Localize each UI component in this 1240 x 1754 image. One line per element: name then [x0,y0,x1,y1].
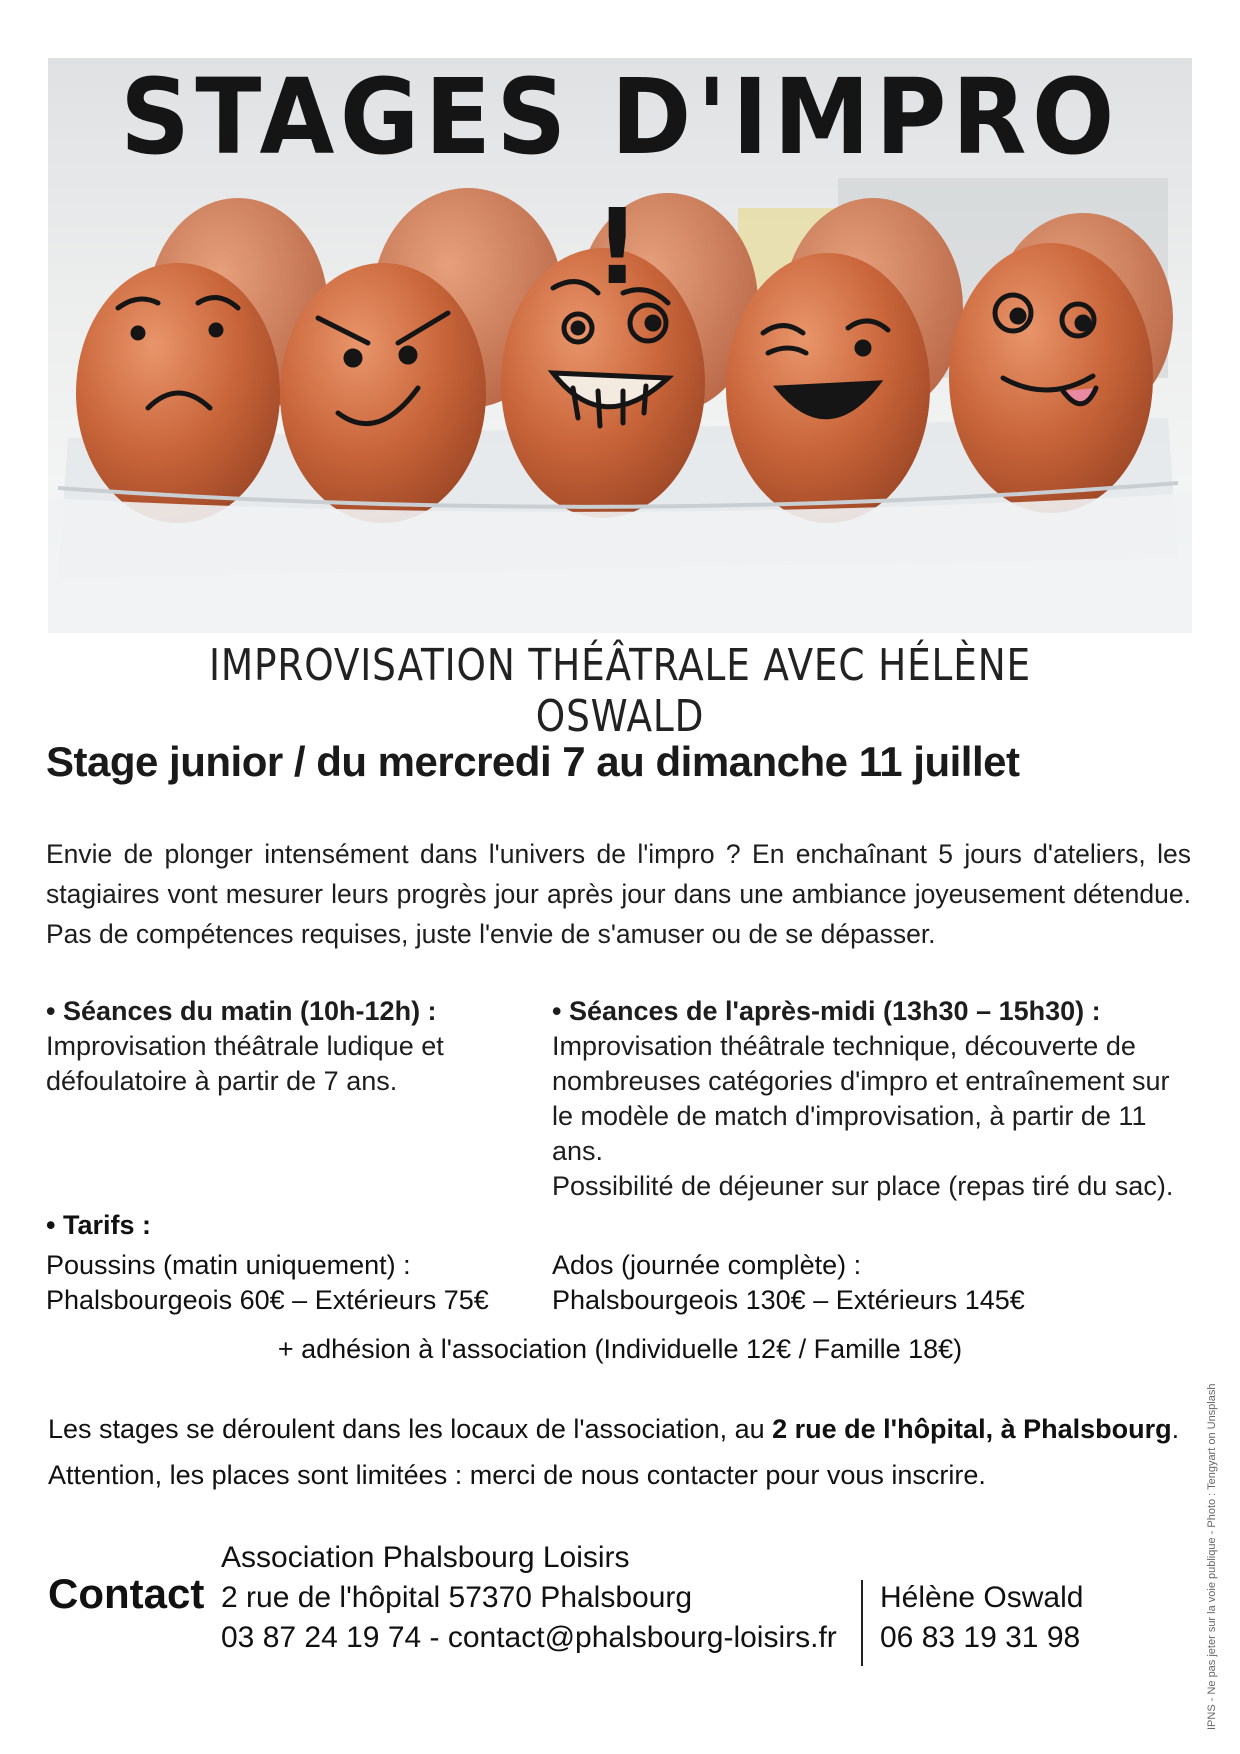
location-info [48,1406,1198,1498]
afternoon-section [552,994,1192,1204]
intro-paragraph: Envie de plonger intensément dans l'univers de l'impro ? En enchaînant 5 jours d'ateliers, les stagiaires vont mesurer leurs progrès jour après jour dans une ambiance joyeusement détendue. Pas de compétences requises, juste l'envie de s'amuser ou de se dépasser. [46,839,1191,949]
location-line [48,1406,1198,1452]
contact-divider [861,1580,863,1666]
tarif-poussins [46,1248,489,1318]
contact-person [880,1578,1083,1658]
location-suffix: . [1171,1414,1180,1444]
morning-text: Improvisation théâtrale ludique et défoulatoire à partir de 7 ans. [46,1031,444,1096]
poussins-prices: Phalsbourgeois 60€ – Extérieurs 75€ [46,1285,489,1315]
afternoon-note: Possibilité de déjeuner sur place (repas tiré du sac). [552,1171,1174,1201]
contact-org: Association Phalsbourg Loisirs [221,1541,630,1574]
afternoon-heading: • Séances de l'après-midi (13h30 – 15h30) : [552,996,1101,1026]
ados-label: Ados (journée complète) : [552,1250,862,1280]
contact-phone-email: 03 87 24 19 74 - contact@phalsbourg-loisirs.fr [221,1621,837,1654]
contact-address: 2 rue de l'hôpital 57370 Phalsbourg [221,1581,693,1614]
location-address: 2 rue de l'hôpital, à Phalsbourg [772,1414,1172,1444]
tarifs-heading [46,1208,1196,1243]
contact-label: Contact [48,1570,205,1617]
tarifs-heading-text: • Tarifs : [46,1210,151,1240]
tarif-ados [552,1248,1025,1318]
stage-headline: Stage junior / du mercredi 7 au dimanche 11 juillet [46,738,1020,785]
person-phone: 06 83 19 31 98 [880,1621,1081,1654]
contact-association [221,1538,837,1658]
location-prefix: Les stages se déroulent dans les locaux de l'association, au [48,1414,773,1444]
adhesion-note: + adhésion à l'association (Individuelle 12€ / Famille 18€) [277,1334,963,1364]
legal-notice: IPNS - Ne pas jeter sur la voie publique - Photo : Tengyart on Unsplash [1206,1383,1218,1730]
ados-prices: Phalsbourgeois 130€ – Extérieurs 145€ [552,1285,1025,1315]
morning-section [46,994,516,1099]
person-name: Hélène Oswald [880,1581,1084,1614]
attention-line: Attention, les places sont limitées : merci de nous contacter pour vous inscrire. [48,1460,986,1490]
afternoon-text: Improvisation théâtrale technique, découverte de nombreuses catégories d'impro et entraînement sur le modèle de match d'improvisation, à partir de 11 ans. [552,1031,1170,1166]
morning-heading: • Séances du matin (10h-12h) : [46,996,437,1026]
poussins-label: Poussins (matin uniquement) : [46,1250,411,1280]
subtitle: IMPROVISATION THÉÂTRALE AVEC HÉLÈNE OSWALD [208,640,1032,742]
page-title: STAGES D'IMPRO ! [120,56,1120,308]
